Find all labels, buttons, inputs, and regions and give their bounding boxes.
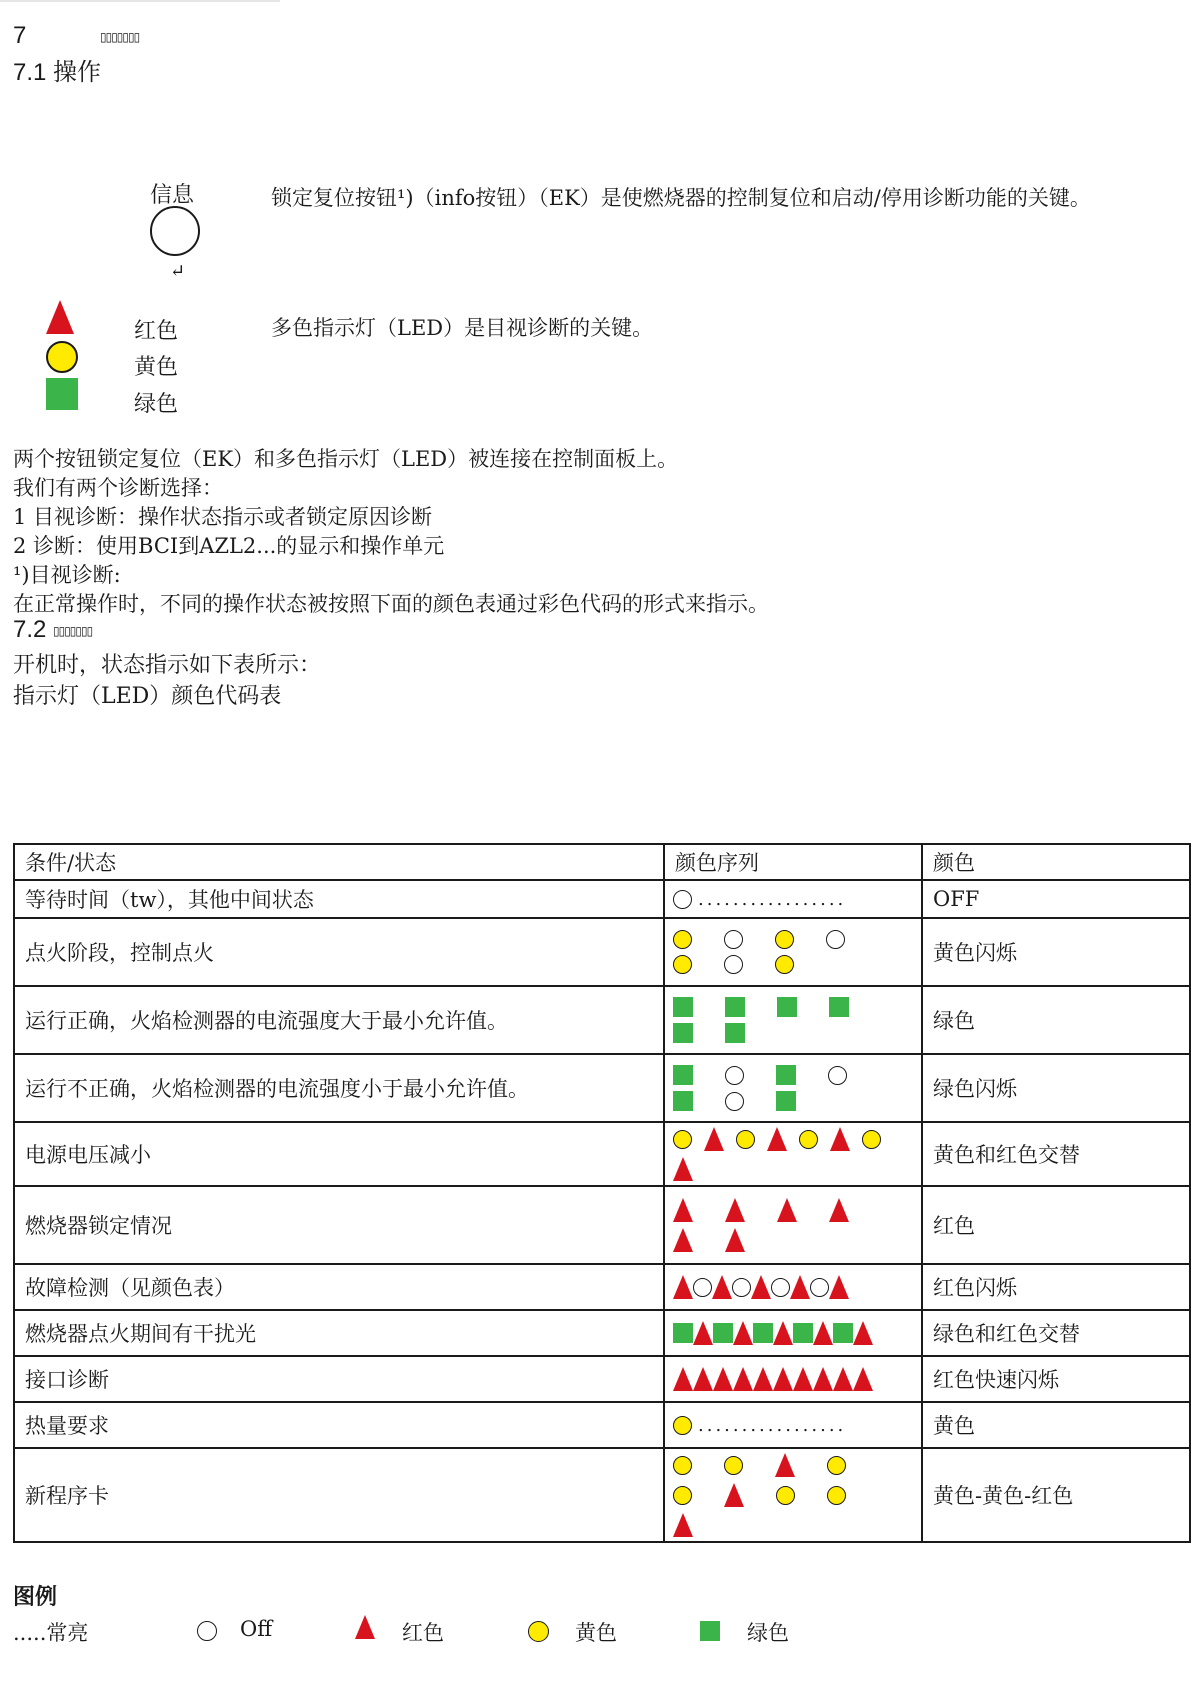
red-triangle-icon xyxy=(830,1127,850,1151)
yellow-circle-icon xyxy=(775,930,794,949)
paragraph: 1 目视诊断：操作状态指示或者锁定原因诊断 xyxy=(13,505,433,529)
row-color: 绿色和红色交替 xyxy=(922,1310,1190,1356)
subsection-title: 7.1 操作 xyxy=(13,59,102,86)
table-row xyxy=(14,986,1190,1054)
row-sequence xyxy=(664,1054,922,1122)
table-caption: 指示灯（LED）颜色代码表 xyxy=(13,684,282,709)
red-triangle-icon xyxy=(753,1367,773,1391)
off-circle-icon xyxy=(724,955,743,974)
green-square-icon xyxy=(673,1091,693,1111)
red-triangle-icon xyxy=(751,1275,771,1299)
paragraph: ¹)目视诊断: xyxy=(13,563,121,587)
red-triangle-icon xyxy=(673,1198,693,1222)
top-divider xyxy=(0,0,280,2)
row-color: OFF xyxy=(922,880,1190,918)
green-square-icon xyxy=(829,997,849,1017)
yellow-circle-icon xyxy=(528,1621,549,1642)
green-square-icon xyxy=(673,1323,693,1343)
legend-title: 图例 xyxy=(13,1584,58,1609)
row-sequence xyxy=(664,1402,922,1448)
row-sequence xyxy=(664,1356,922,1402)
off-circle-icon xyxy=(673,890,692,909)
yellow-circle-icon xyxy=(673,1416,692,1435)
yellow-circle-icon xyxy=(799,1130,818,1149)
red-led-icon xyxy=(46,300,74,334)
green-square-icon xyxy=(673,1023,693,1043)
green-square-icon xyxy=(833,1323,853,1343)
green-square-icon xyxy=(776,1091,796,1111)
row-sequence xyxy=(664,880,922,918)
red-triangle-icon xyxy=(673,1228,693,1252)
section-title: ▯▯▯▯▯▯▯ xyxy=(100,30,140,44)
steady-dots: ................. xyxy=(698,1414,847,1436)
red-triangle-icon xyxy=(733,1321,753,1345)
table-row xyxy=(14,918,1190,986)
row-condition: 运行不正确，火焰检测器的电流强度小于最小允许值。 xyxy=(14,1054,664,1122)
led-label-yellow: 黄色 xyxy=(134,355,179,380)
green-square-icon xyxy=(777,997,797,1017)
table-row xyxy=(14,1054,1190,1122)
red-triangle-icon xyxy=(724,1483,744,1507)
section-number: 7 xyxy=(13,22,27,49)
paragraph: 两个按钮锁定复位（EK）和多色指示灯（LED）被连接在控制面板上。 xyxy=(13,447,679,471)
yellow-circle-icon xyxy=(673,930,692,949)
red-triangle-icon xyxy=(773,1367,793,1391)
red-triangle-icon xyxy=(773,1321,793,1345)
red-triangle-icon xyxy=(712,1275,732,1299)
off-circle-icon xyxy=(197,1621,217,1641)
green-square-icon xyxy=(673,997,693,1017)
led-description: 多色指示灯（LED）是目视诊断的关键。 xyxy=(271,316,654,340)
paragraph: 我们有两个诊断选择： xyxy=(13,476,223,500)
row-condition: 电源电压减小 xyxy=(14,1122,664,1186)
row-sequence xyxy=(664,986,922,1054)
paragraph: 2 诊断：使用BCI到AZL2...的显示和操作单元 xyxy=(13,534,445,558)
section-7-2-intro: 开机时，状态指示如下表所示： xyxy=(13,653,322,678)
red-triangle-icon xyxy=(673,1275,693,1299)
red-triangle-icon xyxy=(733,1367,753,1391)
red-triangle-icon xyxy=(713,1367,733,1391)
table-row xyxy=(14,1356,1190,1402)
table-row xyxy=(14,1310,1190,1356)
row-color: 黄色闪烁 xyxy=(922,918,1190,986)
row-color: 红色 xyxy=(922,1186,1190,1264)
header-sequence: 颜色序列 xyxy=(664,844,922,880)
red-triangle-icon xyxy=(833,1367,853,1391)
row-condition: 热量要求 xyxy=(14,1402,664,1448)
row-condition: 故障检测（见颜色表） xyxy=(14,1264,664,1310)
row-color: 红色快速闪烁 xyxy=(922,1356,1190,1402)
table-header-row xyxy=(14,844,1190,880)
red-triangle-icon xyxy=(704,1127,724,1151)
yellow-circle-icon xyxy=(862,1130,881,1149)
green-square-icon xyxy=(793,1323,813,1343)
row-condition: 等待时间（tw），其他中间状态 xyxy=(14,880,664,918)
table-row xyxy=(14,1264,1190,1310)
red-triangle-icon xyxy=(775,1453,795,1477)
row-sequence xyxy=(664,1310,922,1356)
led-label-red: 红色 xyxy=(134,319,179,344)
yellow-led-icon xyxy=(46,341,78,373)
red-triangle-icon xyxy=(725,1228,745,1252)
off-circle-icon xyxy=(810,1278,829,1297)
red-triangle-icon xyxy=(813,1367,833,1391)
green-led-icon xyxy=(46,378,78,410)
row-color: 绿色闪烁 xyxy=(922,1054,1190,1122)
yellow-circle-icon xyxy=(673,955,692,974)
red-triangle-icon xyxy=(853,1321,873,1345)
green-square-icon xyxy=(700,1621,720,1641)
row-sequence xyxy=(664,1448,922,1542)
row-color: 红色闪烁 xyxy=(922,1264,1190,1310)
red-triangle-icon xyxy=(355,1615,375,1639)
header-color: 颜色 xyxy=(922,844,1190,880)
red-triangle-icon xyxy=(790,1275,810,1299)
off-circle-icon xyxy=(693,1278,712,1297)
table-row xyxy=(14,1186,1190,1264)
yellow-circle-icon xyxy=(736,1130,755,1149)
yellow-circle-icon xyxy=(827,1486,846,1505)
red-triangle-icon xyxy=(813,1321,833,1345)
yellow-circle-icon xyxy=(673,1456,692,1475)
red-triangle-icon xyxy=(693,1321,713,1345)
green-square-icon xyxy=(725,1023,745,1043)
off-circle-icon xyxy=(725,1092,744,1111)
row-color: 黄色 xyxy=(922,1402,1190,1448)
off-circle-icon xyxy=(732,1278,751,1297)
row-condition: 运行正确，火焰检测器的电流强度大于最小允许值。 xyxy=(14,986,664,1054)
section-7-2-number: 7.2 xyxy=(13,616,47,643)
yellow-circle-icon xyxy=(827,1456,846,1475)
legend-off: Off xyxy=(240,1617,273,1641)
yellow-circle-icon xyxy=(673,1486,692,1505)
row-condition: 接口诊断 xyxy=(14,1356,664,1402)
red-triangle-icon xyxy=(829,1275,849,1299)
yellow-circle-icon xyxy=(724,1456,743,1475)
red-triangle-icon xyxy=(793,1367,813,1391)
section-7-2-title: ▯▯▯▯▯▯▯ xyxy=(53,624,93,638)
row-condition: 燃烧器点火期间有干扰光 xyxy=(14,1310,664,1356)
header-condition: 条件/状态 xyxy=(14,844,664,880)
led-label-green: 绿色 xyxy=(134,392,179,417)
yellow-circle-icon xyxy=(673,1130,692,1149)
row-condition: 点火阶段，控制点火 xyxy=(14,918,664,986)
row-color: 绿色 xyxy=(922,986,1190,1054)
legend-steady: .....常亮 xyxy=(13,1621,89,1645)
table-row xyxy=(14,880,1190,918)
return-arrow-icon: ↵ xyxy=(170,261,186,282)
legend-green: 绿色 xyxy=(747,1621,789,1645)
green-square-icon xyxy=(753,1323,773,1343)
table-row xyxy=(14,1402,1190,1448)
green-square-icon xyxy=(673,1065,693,1085)
red-triangle-icon xyxy=(693,1367,713,1391)
red-triangle-icon xyxy=(853,1367,873,1391)
red-triangle-icon xyxy=(725,1198,745,1222)
legend-yellow: 黄色 xyxy=(575,1621,617,1645)
off-circle-icon xyxy=(725,1066,744,1085)
off-circle-icon xyxy=(828,1066,847,1085)
table-row xyxy=(14,1448,1190,1542)
red-triangle-icon xyxy=(673,1367,693,1391)
info-button-label: 信息 xyxy=(150,183,195,208)
led-color-code-table xyxy=(13,843,1191,1543)
off-circle-icon xyxy=(771,1278,790,1297)
red-triangle-icon xyxy=(673,1513,693,1537)
paragraph: 在正常操作时，不同的操作状态被按照下面的颜色表通过彩色代码的形式来指示。 xyxy=(13,592,769,616)
info-button-description: 锁定复位按钮¹)（info按钮）（EK）是使燃烧器的控制复位和启动/停用诊断功能的关键。 xyxy=(271,186,1091,210)
green-square-icon xyxy=(725,997,745,1017)
yellow-circle-icon xyxy=(776,1486,795,1505)
row-condition: 新程序卡 xyxy=(14,1448,664,1542)
legend-red: 红色 xyxy=(402,1621,444,1645)
red-triangle-icon xyxy=(767,1127,787,1151)
row-sequence xyxy=(664,918,922,986)
off-circle-icon xyxy=(826,930,845,949)
row-sequence xyxy=(664,1264,922,1310)
green-square-icon xyxy=(713,1323,733,1343)
info-button-icon xyxy=(150,206,200,256)
row-condition: 燃烧器锁定情况 xyxy=(14,1186,664,1264)
red-triangle-icon xyxy=(829,1198,849,1222)
green-square-icon xyxy=(776,1065,796,1085)
off-circle-icon xyxy=(724,930,743,949)
row-sequence xyxy=(664,1186,922,1264)
row-color: 黄色和红色交替 xyxy=(922,1122,1190,1186)
red-triangle-icon xyxy=(673,1157,693,1181)
red-triangle-icon xyxy=(777,1198,797,1222)
yellow-circle-icon xyxy=(775,955,794,974)
steady-dots: ................. xyxy=(698,888,847,910)
table-row xyxy=(14,1122,1190,1186)
row-sequence xyxy=(664,1122,922,1186)
row-color: 黄色-黄色-红色 xyxy=(922,1448,1190,1542)
